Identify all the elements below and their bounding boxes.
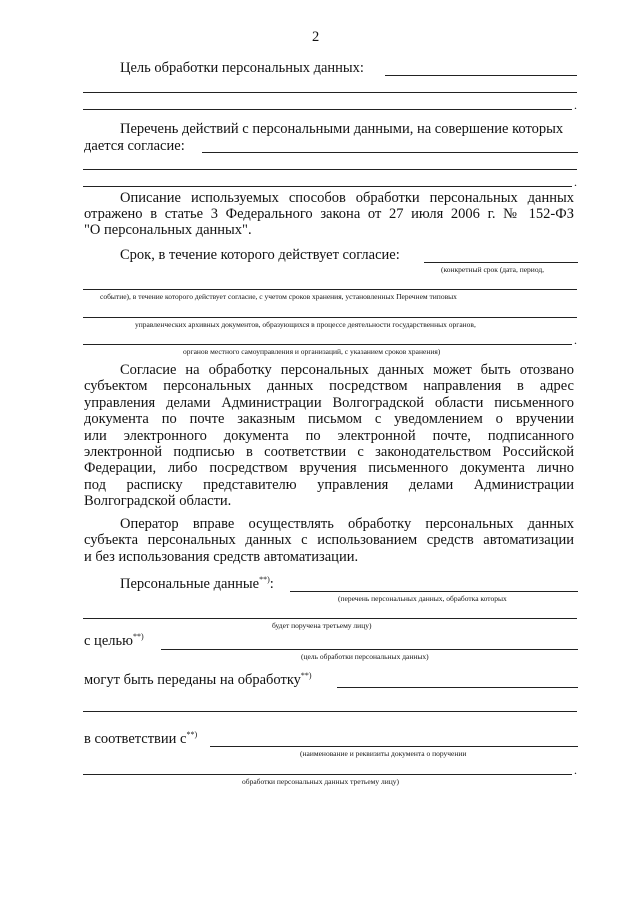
- accordance-line-2: [83, 774, 572, 775]
- purpose-end-dot: .: [574, 98, 577, 112]
- term-end-dot: .: [574, 333, 577, 347]
- revocation-paragraph: [84, 362, 574, 510]
- term-label: Срок, в течение которого действует согласие:: [120, 247, 400, 263]
- revocation-line: документа по почте заказным письмом с уведомлением о вручении: [84, 411, 574, 428]
- transfer-line-2: [83, 711, 577, 712]
- purpose-line-2: [83, 92, 577, 93]
- revocation-line: Согласие на обработку персональных данных может быть отозвано: [120, 362, 574, 378]
- operator-line: и без использования средств автоматизации.: [84, 548, 359, 565]
- personal-data-hint-2: будет поручена третьему лицу): [272, 621, 372, 630]
- term-hint-1: (конкретный срок (дата, период,: [441, 265, 545, 274]
- purpose-label: Цель обработки персональных данных:: [120, 60, 364, 76]
- revocation-line: субъектом персональных данных посредством направления в адрес: [84, 378, 574, 395]
- purpose-line-3: [83, 109, 572, 110]
- term-hint-4: органов местного самоуправления и организаций, с указанием сроков хранения): [183, 347, 441, 356]
- revocation-line: управления делами Администрации Волгоградской области письменного: [84, 394, 574, 411]
- revocation-line: или электронного документа по электронной почте, подписанного: [84, 427, 574, 444]
- with-purpose-label: [84, 633, 144, 650]
- term-line-2: [83, 289, 577, 290]
- actions-line-2: дается согласие:: [84, 138, 185, 154]
- actions-end-dot: .: [574, 175, 577, 189]
- operator-line: Оператор вправе осуществлять обработку персональных данных: [120, 516, 574, 532]
- revocation-line: Федерации, либо посредством вручения письменного документа лично: [84, 460, 574, 477]
- purpose-fill-line: [385, 75, 577, 76]
- personal-data-fill-line: [290, 591, 578, 592]
- footnote-marker: **): [300, 671, 312, 680]
- transfer-label: [84, 672, 312, 689]
- actions-fill-line: [202, 152, 578, 153]
- with-purpose-fill-line: [161, 649, 578, 650]
- personal-data-line-2: [83, 618, 577, 619]
- accordance-label: [84, 731, 197, 748]
- actions-line-1: Перечень действий с персональными данными, на совершение которых: [120, 121, 564, 137]
- footnote-marker: **): [259, 575, 270, 584]
- term-hint-3: управленческих архивных документов, образующихся в процессе деятельности государственных органов,: [135, 320, 476, 329]
- revocation-line: электронной подписью в соответствии с законодательством Российской: [84, 444, 574, 461]
- operator-line: субъекта персональных данных с использованием средств автоматизации: [84, 532, 574, 549]
- transfer-fill-line: [337, 687, 578, 688]
- accordance-hint-1: (наименование и реквизиты документа о поручении: [300, 749, 467, 758]
- operator-paragraph: [84, 516, 574, 565]
- accordance-hint-2: обработки персональных данных третьему лицу): [242, 777, 400, 786]
- term-fill-line: [424, 262, 578, 263]
- with-purpose-hint: (цель обработки персональных данных): [301, 652, 429, 661]
- colon: :: [269, 576, 274, 592]
- term-line-3: [83, 317, 577, 318]
- methods-line-1: Описание используемых способов обработки персональных данных: [120, 190, 574, 206]
- accordance-fill-line: [210, 746, 578, 747]
- personal-data-label: [120, 576, 274, 593]
- revocation-line: Волгоградской области.: [84, 493, 232, 510]
- methods-paragraph: [84, 190, 574, 239]
- accordance-end-dot: .: [574, 763, 577, 777]
- methods-line-2: отражено в статье 3 Федерального закона от 27 июля 2006 г. № 152-ФЗ: [84, 206, 574, 223]
- actions-line-3: [83, 169, 577, 170]
- footnote-marker: **): [186, 730, 198, 739]
- page-number: 2: [312, 29, 320, 45]
- personal-data-hint-1: (перечень персональных данных, обработка которых: [338, 594, 507, 603]
- methods-line-3: "О персональных данных".: [84, 222, 252, 239]
- transfer-text: могут быть переданы на обработку: [84, 672, 301, 688]
- accordance-text: в соответствии с: [84, 731, 187, 747]
- actions-line-4: [83, 186, 572, 187]
- revocation-line: под расписку представителю управления делами Администрации: [84, 476, 574, 493]
- term-hint-2: событие), в течение которого действует согласие, с учетом сроков хранения, установленных Перечнем типовых: [100, 292, 457, 301]
- personal-data-text: Персональные данные: [120, 576, 260, 592]
- footnote-marker: **): [132, 632, 144, 641]
- with-purpose-text: с целью: [84, 633, 133, 649]
- term-line-4: [83, 344, 572, 345]
